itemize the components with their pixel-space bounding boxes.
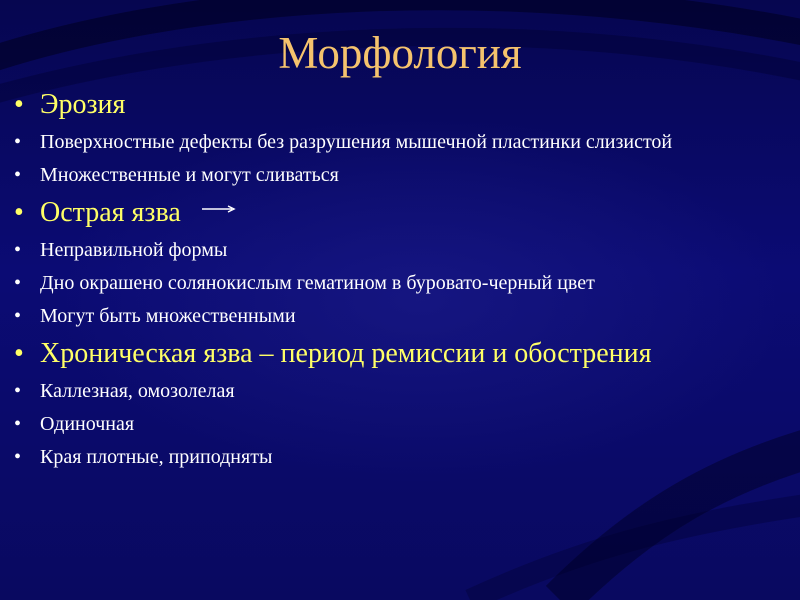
list-item-heading-acute-ulcer bbox=[14, 196, 800, 230]
list-item bbox=[14, 445, 800, 470]
list-item bbox=[14, 412, 800, 437]
list-item bbox=[14, 238, 800, 263]
bullet-list bbox=[14, 88, 800, 478]
list-item bbox=[14, 163, 800, 188]
list-item-text: Края плотные, приподняты bbox=[40, 446, 273, 468]
list-item-heading-erosion bbox=[14, 88, 800, 122]
list-item-text: Поверхностные дефекты без разрушения мышечной пластинки слизистой bbox=[40, 131, 673, 153]
right-arrow-icon bbox=[202, 204, 236, 214]
list-item-text: Одиночная bbox=[40, 413, 135, 435]
list-item-text: Неправильной формы bbox=[40, 239, 228, 261]
list-item-text: Могут быть множественными bbox=[40, 305, 296, 327]
list-item-text: Множественные и могут сливаться bbox=[40, 164, 339, 186]
list-item bbox=[14, 271, 800, 296]
list-item bbox=[14, 130, 800, 155]
list-item-text: Хроническая язва – период ремиссии и обострения bbox=[40, 338, 652, 369]
list-item-heading-chronic-ulcer bbox=[14, 337, 800, 371]
slide-title: Морфология bbox=[278, 28, 522, 78]
list-item-text: Острая язва bbox=[40, 197, 181, 228]
list-item bbox=[14, 304, 800, 329]
list-item-text: Каллезная, омозолелая bbox=[40, 380, 235, 402]
list-item bbox=[14, 379, 800, 404]
list-item-text: Дно окрашено солянокислым гематином в буровато-черный цвет bbox=[40, 272, 595, 294]
list-item-text: Эрозия bbox=[40, 89, 126, 120]
